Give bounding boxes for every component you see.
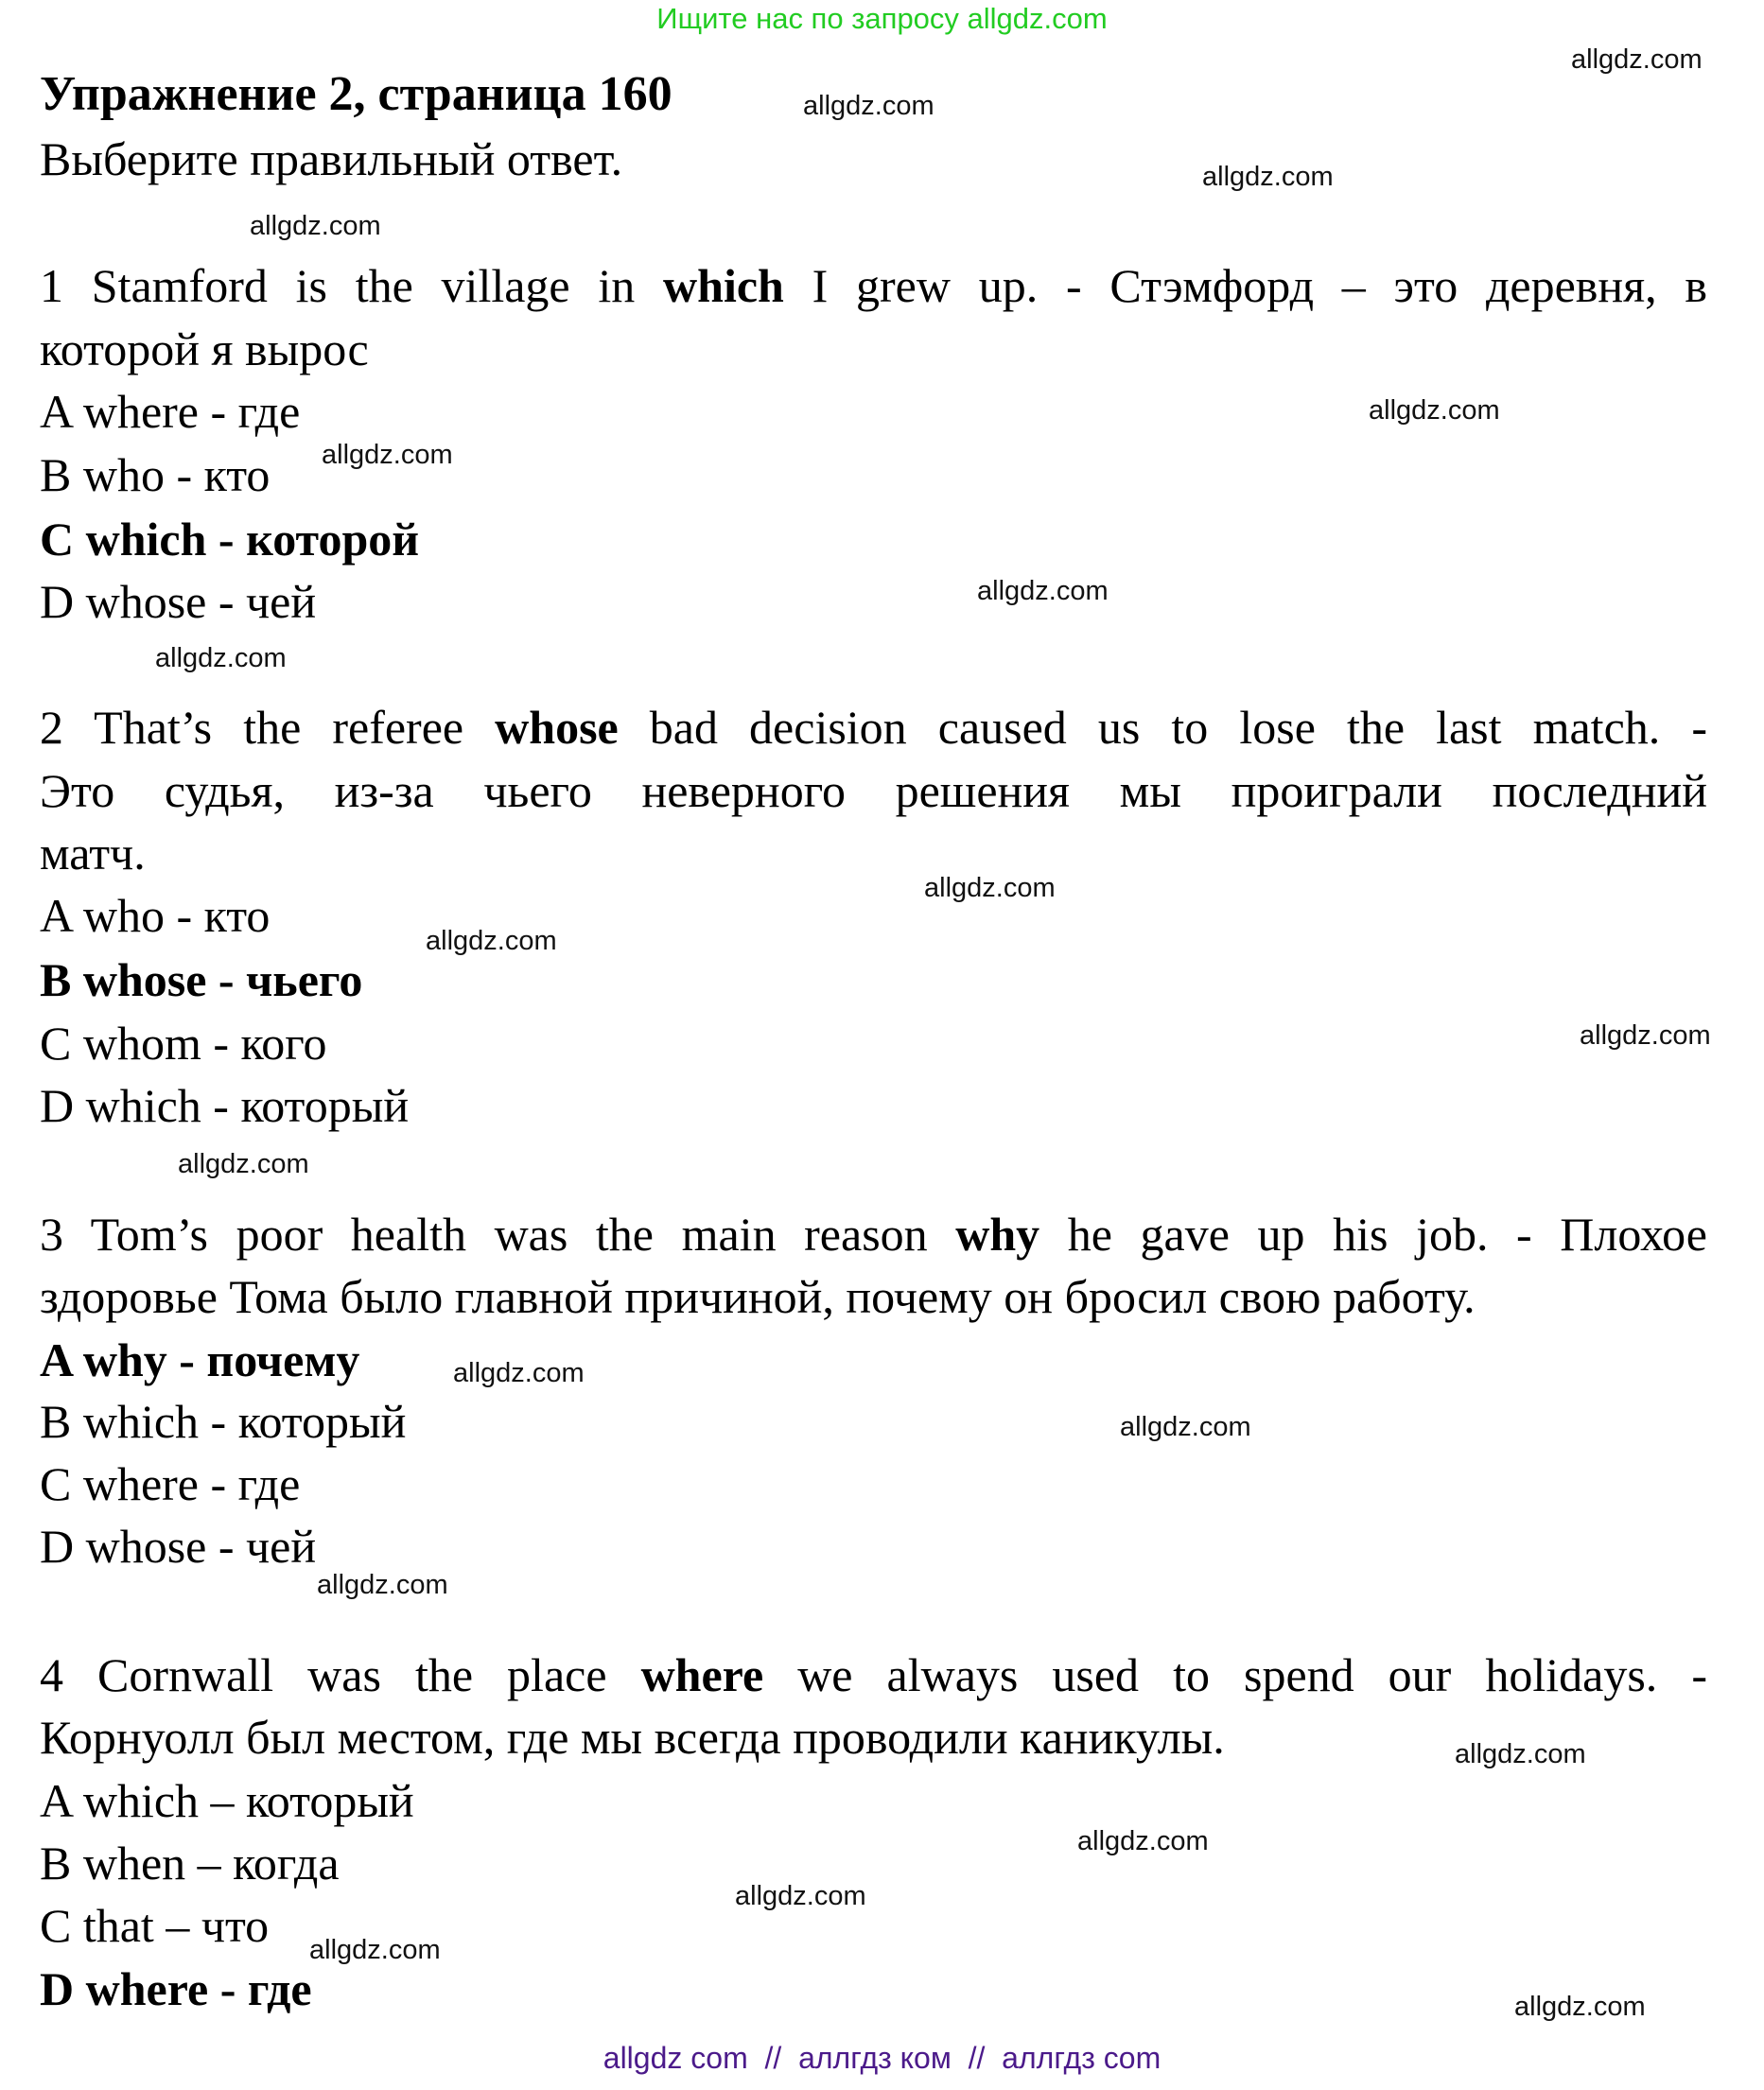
top-banner: Ищите нас по запросу allgdz.com <box>656 2 1108 35</box>
page-title: Упражнение 2, страница 160 <box>40 67 672 121</box>
question-4-line-1: 4 Cornwall was the place where we always used to spend our holidays. - <box>40 1648 1707 1701</box>
keyword: whose <box>495 701 619 754</box>
option-1b[interactable]: B who - кто <box>40 448 271 501</box>
watermark: allgdz.com <box>426 926 557 956</box>
watermark: allgdz.com <box>453 1358 585 1388</box>
watermark: allgdz.com <box>1571 44 1703 75</box>
option-2c[interactable]: C whom - кого <box>40 1017 327 1070</box>
watermark: allgdz.com <box>1455 1739 1586 1769</box>
question-3-line-1: 3 Tom’s poor health was the main reason why he gave up his job. - Плохое <box>40 1208 1707 1261</box>
instruction-text: Выберите правильный ответ. <box>40 132 623 185</box>
option-4c[interactable]: C that – что <box>40 1899 270 1952</box>
question-2-line-2: Это судья, из-за чьего неверного решения мы проиграли последний <box>40 764 1707 817</box>
option-3d[interactable]: D whose - чей <box>40 1520 317 1573</box>
watermark: allgdz.com <box>155 643 287 673</box>
watermark: allgdz.com <box>1120 1412 1251 1442</box>
option-3a-correct[interactable]: A why - почему <box>40 1333 360 1386</box>
option-4d-correct[interactable]: D where - где <box>40 1962 312 2015</box>
footer-banner: allgdz com // аллгдз ком // аллгдз com <box>603 2041 1161 2075</box>
keyword: why <box>955 1208 1040 1261</box>
watermark: allgdz.com <box>178 1149 309 1179</box>
option-3c[interactable]: C where - где <box>40 1457 301 1510</box>
option-2a[interactable]: A who - кто <box>40 889 271 942</box>
option-1d[interactable]: D whose - чей <box>40 575 317 628</box>
watermark: allgdz.com <box>309 1935 441 1965</box>
watermark: allgdz.com <box>1202 162 1334 192</box>
option-2d[interactable]: D which - который <box>40 1079 410 1132</box>
watermark: allgdz.com <box>735 1881 866 1911</box>
question-3-line-2: здоровье Тома было главной причиной, почему он бросил свою работу. <box>40 1270 1476 1323</box>
watermark: allgdz.com <box>1077 1826 1209 1856</box>
question-1-line-2: которой я вырос <box>40 322 369 375</box>
keyword: which <box>663 259 784 312</box>
option-4a[interactable]: A which – который <box>40 1774 414 1827</box>
question-4-line-2: Корнуолл был местом, где мы всегда проводили каникулы. <box>40 1711 1225 1764</box>
option-3b[interactable]: B which - который <box>40 1395 407 1448</box>
watermark: allgdz.com <box>977 576 1109 606</box>
watermark: allgdz.com <box>1514 1992 1646 2022</box>
question-1-line-1: 1 Stamford is the village in which I grew up. - Стэмфорд – это деревня, в <box>40 259 1708 312</box>
watermark: allgdz.com <box>1580 1020 1711 1051</box>
watermark: allgdz.com <box>317 1570 448 1600</box>
watermark: allgdz.com <box>803 91 934 121</box>
keyword: where <box>640 1648 764 1701</box>
question-2-line-3: матч. <box>40 827 146 880</box>
watermark: allgdz.com <box>924 873 1056 903</box>
watermark: allgdz.com <box>322 440 453 470</box>
option-4b[interactable]: B when – когда <box>40 1837 340 1890</box>
watermark: allgdz.com <box>250 211 381 241</box>
option-2b-correct[interactable]: B whose - чьего <box>40 953 363 1006</box>
option-1c-correct[interactable]: C which - которой <box>40 513 420 566</box>
question-2-line-1: 2 That’s the referee whose bad decision caused us to lose the last match. - <box>40 701 1707 754</box>
option-1a[interactable]: A where - где <box>40 385 301 438</box>
watermark: allgdz.com <box>1369 395 1500 426</box>
